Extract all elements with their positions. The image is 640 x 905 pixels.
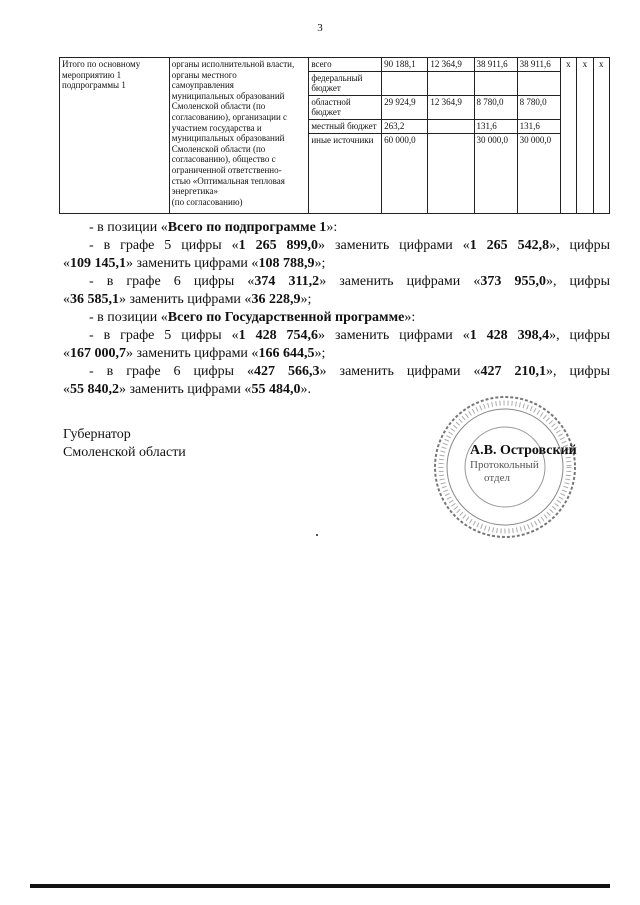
value-cell: 263,2 [382, 120, 428, 134]
amendment-line: - в графе 5 цифры «1 265 899,0» заменить цифрами «1 265 542,8», цифры [89, 238, 611, 253]
amendment-line: - в графе 6 цифры «374 311,2» заменить цифрами «373 955,0», цифры [89, 274, 610, 289]
value-cell: 90 188,1 [382, 58, 428, 72]
x-cell: х [560, 58, 576, 214]
value-cell [382, 71, 428, 95]
budget-table [59, 57, 610, 214]
value-cell: 30 000,0 [517, 133, 560, 213]
amendment-line: «109 145,1» заменить цифрами «108 788,9»; [63, 256, 326, 271]
amendment-text [63, 219, 610, 399]
value-cell: 38 911,6 [474, 58, 517, 72]
source-cell: иные источники [309, 133, 382, 213]
executors-cell: органы исполнительной власти, органы местного самоуправления муниципальных образований Смоленской области (по согласованию), организации с участием государства и муниципальных образований Смоленской области (по согласованию), общество с ограниченной ответственно- стью «Оптимальная тепловая энергетика» (по согласованию) [169, 58, 309, 214]
source-cell: всего [309, 58, 382, 72]
value-cell: 131,6 [474, 120, 517, 134]
event-cell: Итого по основному мероприятию 1 подпрограммы 1 [60, 58, 170, 214]
value-cell: 60 000,0 [382, 133, 428, 213]
scan-speck [316, 534, 318, 536]
value-cell: 30 000,0 [474, 133, 517, 213]
value-cell [428, 120, 474, 134]
source-cell: областной бюджет [309, 95, 382, 119]
amendment-line: «36 585,1» заменить цифрами «36 228,9»; [63, 292, 312, 307]
value-cell: 12 364,9 [428, 95, 474, 119]
value-cell: 29 924,9 [382, 95, 428, 119]
value-cell: 12 364,9 [428, 58, 474, 72]
value-cell: 8 780,0 [517, 95, 560, 119]
bottom-rule [30, 884, 610, 888]
amendment-line: «167 000,7» заменить цифрами «166 644,5»; [63, 346, 326, 361]
value-cell [428, 71, 474, 95]
page-number: 3 [317, 22, 323, 34]
value-cell [474, 71, 517, 95]
value-cell [517, 71, 560, 95]
amendment-line: «55 840,2» заменить цифрами «55 484,0». [63, 382, 311, 397]
amendment-line: - в позиции «Всего по подпрограмме 1»: [89, 220, 338, 235]
table-row [60, 58, 610, 72]
value-cell: 8 780,0 [474, 95, 517, 119]
value-cell [428, 133, 474, 213]
source-cell: местный бюджет [309, 120, 382, 134]
amendment-line: - в позиции «Всего по Государственной программе»: [89, 310, 416, 325]
value-cell: 131,6 [517, 120, 560, 134]
amendment-line: - в графе 6 цифры «427 566,3» заменить цифрами «427 210,1», цифры [89, 364, 611, 379]
x-cell: х [593, 58, 609, 214]
stamp-label: Протокольный отдел [470, 459, 539, 484]
signatory-position: Губернатор Смоленской области [63, 427, 186, 460]
signatory-name: А.В. Островский [470, 443, 577, 458]
amendment-line: - в графе 5 цифры «1 428 754,6» заменить цифрами «1 428 398,4», цифры [89, 328, 611, 343]
x-cell: х [577, 58, 593, 214]
value-cell: 38 911,6 [517, 58, 560, 72]
source-cell: федеральный бюджет [309, 71, 382, 95]
